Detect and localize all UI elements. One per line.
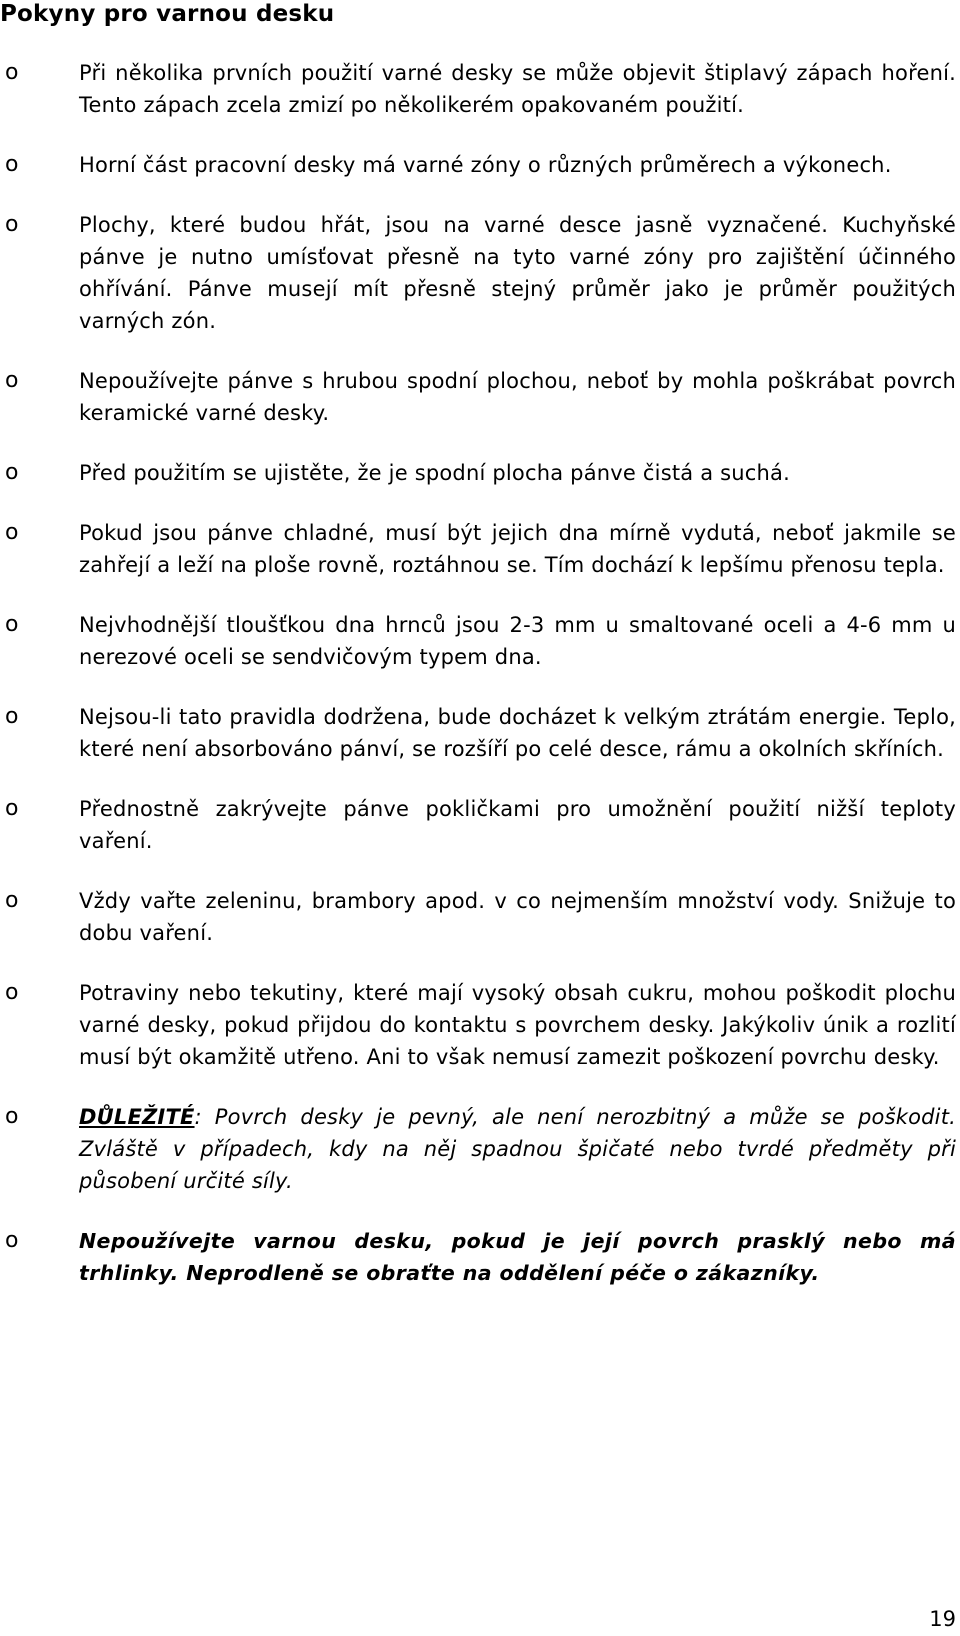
list-item [0, 977, 960, 1073]
item-text: Potraviny nebo tekutiny, které mají vysoký obsah cukru, mohou poškodit plochu varné desky, pokud přijdou do kontaktu s povrchem desky. Jakýkoliv únik a rozlití musí být okamžitě utřeno. Ani to však nemusí zamezit poškození povrchu desky. [79, 981, 956, 1069]
item-text: Vždy vařte zeleninu, brambory apod. v co nejmenším množství vody. Snižuje to dobu vaření. [79, 889, 956, 945]
bullet: o [5, 1104, 19, 1129]
list-item [0, 57, 960, 121]
item-text: Nejsou-li tato pravidla dodržena, bude docházet k velkým ztrátám energie. Teplo, které není absorbováno pánví, se rozšíří po celé desce, rámu a okolních skříních. [79, 705, 956, 761]
bullet: o [5, 460, 19, 485]
important-body: : Povrch desky je pevný, ale není nerozbitný a může se poškodit. Zvláště v případech, kdy na něj spadnou špičaté nebo tvrdé předměty při působení určité síly. [79, 1105, 956, 1193]
page-number: 19 [929, 1607, 956, 1631]
list-item [0, 793, 960, 857]
bullet: o [5, 212, 19, 237]
bullet: o [5, 1228, 19, 1253]
item-text: Plochy, které budou hřát, jsou na varné desce jasně vyznačené. Kuchyňské pánve je nutno umísťovat přesně na tyto varné zóny pro zajištění účinného ohřívání. Pánve musejí mít přesně stejný průměr jako je průměr použitých varných zón. [79, 213, 956, 333]
important-label: DŮLEŽITÉ [79, 1105, 195, 1129]
item-text: Horní část pracovní desky má varné zóny o různých průměrech a výkonech. [79, 153, 892, 177]
warning-text: Nepoužívejte varnou desku, pokud je její povrch prasklý nebo má trhlinky. Neprodleně se obraťte na oddělení péče o zákazníky. [79, 1229, 956, 1285]
item-text: Pokud jsou pánve chladné, musí být jejich dna mírně vydutá, neboť jakmile se zahřejí a leží na ploše rovně, roztáhnou se. Tím dochází k lepšímu přenosu tepla. [79, 521, 956, 577]
item-text: Před použitím se ujistěte, že je spodní plocha pánve čistá a suchá. [79, 461, 791, 485]
warning-item [0, 1225, 960, 1289]
important-text [79, 1105, 956, 1193]
list-item [0, 517, 960, 581]
bullet: o [5, 704, 19, 729]
instructions-list [0, 57, 960, 1317]
bullet: o [5, 60, 19, 85]
bullet: o [5, 520, 19, 545]
bullet: o [5, 888, 19, 913]
bullet: o [5, 796, 19, 821]
list-item [0, 701, 960, 765]
important-item [0, 1101, 960, 1197]
list-item [0, 149, 960, 181]
item-text: Přednostně zakrývejte pánve pokličkami pro umožnění použití nižší teploty vaření. [79, 797, 956, 853]
item-text: Nepoužívejte pánve s hrubou spodní plochou, neboť by mohla poškrábat povrch keramické varné desky. [79, 369, 956, 425]
item-text: Při několika prvních použití varné desky se může objevit štiplavý zápach hoření. Tento zápach zcela zmizí po několikerém opakovaném použití. [79, 61, 956, 117]
item-text: Nejvhodnější tloušťkou dna hrnců jsou 2-3 mm u smaltované oceli a 4-6 mm u nerezové oceli se sendvičovým typem dna. [79, 613, 956, 669]
bullet: o [5, 152, 19, 177]
bullet: o [5, 368, 19, 393]
list-item [0, 365, 960, 429]
list-item [0, 457, 960, 489]
bullet: o [5, 612, 19, 637]
list-item [0, 209, 960, 337]
page-title: Pokyny pro varnou desku [0, 1, 335, 27]
bullet: o [5, 980, 19, 1005]
list-item [0, 885, 960, 949]
list-item [0, 609, 960, 673]
